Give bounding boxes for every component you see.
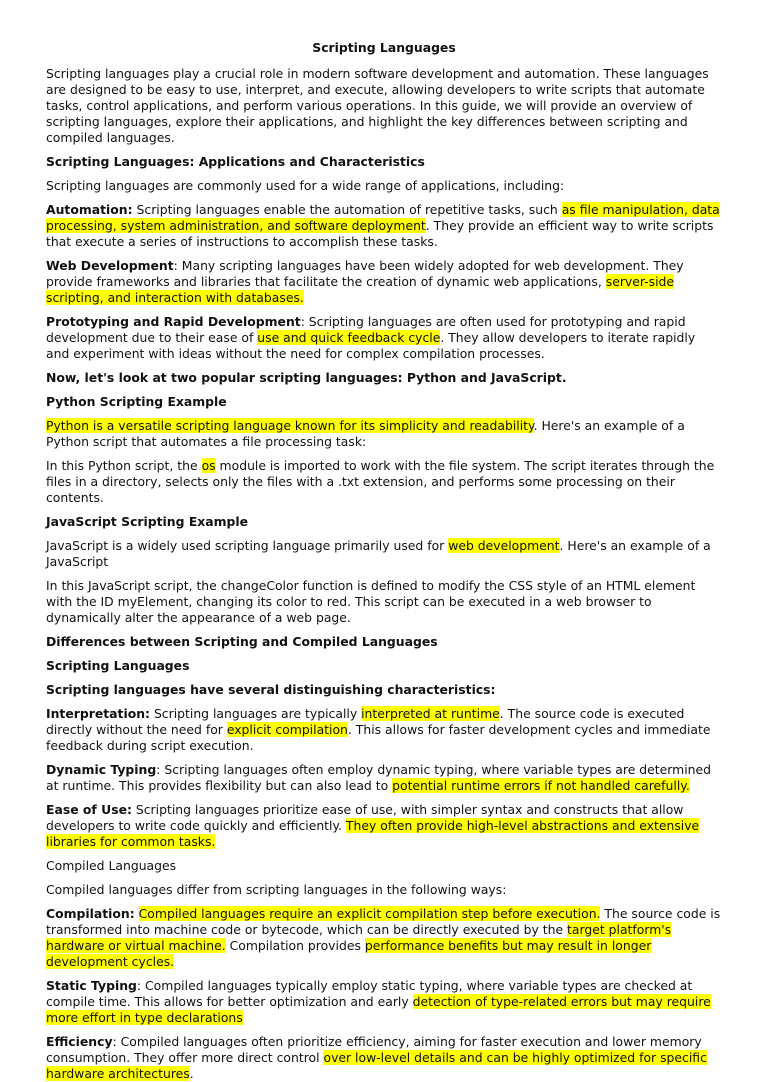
interpretation-label: Interpretation: [46,706,150,721]
highlight: Compiled languages require an explicit compilation step before execution. [138,906,601,921]
highlight: os [201,458,216,473]
intro-paragraph: Scripting languages play a crucial role in modern software development and automation. These languages are designed to be easy to use, interpret, and execute, allowing developers to write scripts that automate tasks, control applications, and perform various operations. In this guide, we will provide an overview of scripting languages, explore their applications, and highlight the key differences between scripting and compiled languages. [46,66,709,145]
webdev-paragraph: Web Development: Many scripting languages have been widely adopted for web development. They provide frameworks and libraries that facilitate the creation of dynamic web applications, server-side scripting, and interaction with databases. [46,258,684,305]
javascript-paragraph-1: JavaScript is a widely used scripting language primarily used for web development. Here's an example of a JavaScript [46,538,711,569]
webdev-label: Web Development [46,258,174,273]
highlight: as file manipulation, data processing, system administration, and software deployment [46,202,720,233]
ease-of-use-paragraph: Ease of Use: Scripting languages prioritize ease of use, with simpler syntax and constructs that allow developers to write code quickly and efficiently. They often provide high-level abstractions and extensive libraries for common tasks. [46,802,700,849]
static-typing-paragraph: Static Typing: Compiled languages typically employ static typing, where variable types are checked at compile time. This allows for better optimization and early detection of type-related errors but may require more effort in type declarations [46,978,711,1025]
now-look-paragraph: Now, let's look at two popular scripting languages: Python and JavaScript. [46,370,567,385]
highlight: potential runtime errors if not handled carefully. [392,778,690,793]
highlight: server-side scripting, and interaction with databases. [46,274,675,305]
subheading-scripting-languages: Scripting Languages [46,658,190,673]
highlight: performance benefits but may result in longer development cycles. [46,938,652,969]
dynamic-typing-label: Dynamic Typing [46,762,157,777]
highlight: They often provide high-level abstractions and extensive libraries for common tasks. [46,818,700,849]
python-paragraph-1: Python is a versatile scripting language known for its simplicity and readability. Here's an example of a Python script that automates a file processing task: [46,418,685,449]
efficiency-label: Efficiency [46,1034,113,1049]
ease-of-use-label: Ease of Use: [46,802,132,817]
scripting-lead: Scripting languages have several distinguishing characteristics: [46,682,496,697]
python-paragraph-2: In this Python script, the os module is imported to work with the file system. The script iterates through the files in a directory, selects only the files with a .txt extension, and performs some processing on their contents. [46,458,715,505]
automation-paragraph: Automation: Scripting languages enable the automation of repetitive tasks, such as file manipulation, data processing, system administration, and software deployment. They provide an efficient way to write scripts that execute a series of instructions to accomplish these tasks. [46,202,720,249]
dynamic-typing-paragraph: Dynamic Typing: Scripting languages often employ dynamic typing, where variable types are determined at runtime. This provides flexibility but can also lead to potential runtime errors if not handled carefully. [46,762,711,793]
compilation-label: Compilation: [46,906,135,921]
section-heading-javascript: JavaScript Scripting Example [46,514,249,529]
subheading-compiled-languages: Compiled Languages [46,858,177,873]
highlight: web development [448,538,560,553]
interpretation-paragraph: Interpretation: Scripting languages are typically interpreted at runtime. The source code is executed directly without the need for explicit compilation. This allows for faster development cycles and immediate feedback during script execution. [46,706,711,753]
highlight: over low-level details and can be highly optimized for specific hardware architectures [46,1050,707,1081]
javascript-paragraph-2: In this JavaScript script, the changeColor function is defined to modify the CSS style of an HTML element with the ID myElement, changing its color to red. This script can be executed in a web browser to dynamically alter the appearance of a web page. [46,578,696,625]
compilation-paragraph: Compilation: Compiled languages require an explicit compilation step before execution. The source code is transformed into machine code or bytecode, which can be directly executed by the target platform's hardware or virtual machine. Compilation provides performance benefits but may result in longer development cycles. [46,906,721,969]
highlight: Python is a versatile scripting language known for its simplicity and readability [46,418,534,433]
highlight: detection of type-related errors but may require more effort in type declarations [46,994,711,1025]
applications-lead: Scripting languages are commonly used for a wide range of applications, including: [46,178,565,193]
prototyping-label: Prototyping and Rapid Development [46,314,301,329]
highlight: explicit compilation [226,722,348,737]
static-typing-label: Static Typing [46,978,137,993]
document-title: Scripting Languages [312,40,456,55]
compiled-lead: Compiled languages differ from scripting languages in the following ways: [46,882,507,897]
section-heading-python: Python Scripting Example [46,394,227,409]
automation-label: Automation: [46,202,133,217]
section-heading-differences: Differences between Scripting and Compiled Languages [46,634,438,649]
highlight: target platform's hardware or virtual machine. [46,922,672,953]
prototyping-paragraph: Prototyping and Rapid Development: Scripting languages are often used for prototyping and rapid development due to their ease of use and quick feedback cycle. They allow developers to iterate rapidly and experiment with ideas without the need for complex compilation processes. [46,314,696,361]
section-heading-applications: Scripting Languages: Applications and Characteristics [46,154,425,169]
highlight: interpreted at runtime [361,706,500,721]
efficiency-paragraph: Efficiency: Compiled languages often prioritize efficiency, aiming for faster execution and lower memory consumption. They offer more direct control over low-level details and can be highly optimized for specific hardware architectures. [46,1034,707,1081]
highlight: use and quick feedback cycle [257,330,441,345]
